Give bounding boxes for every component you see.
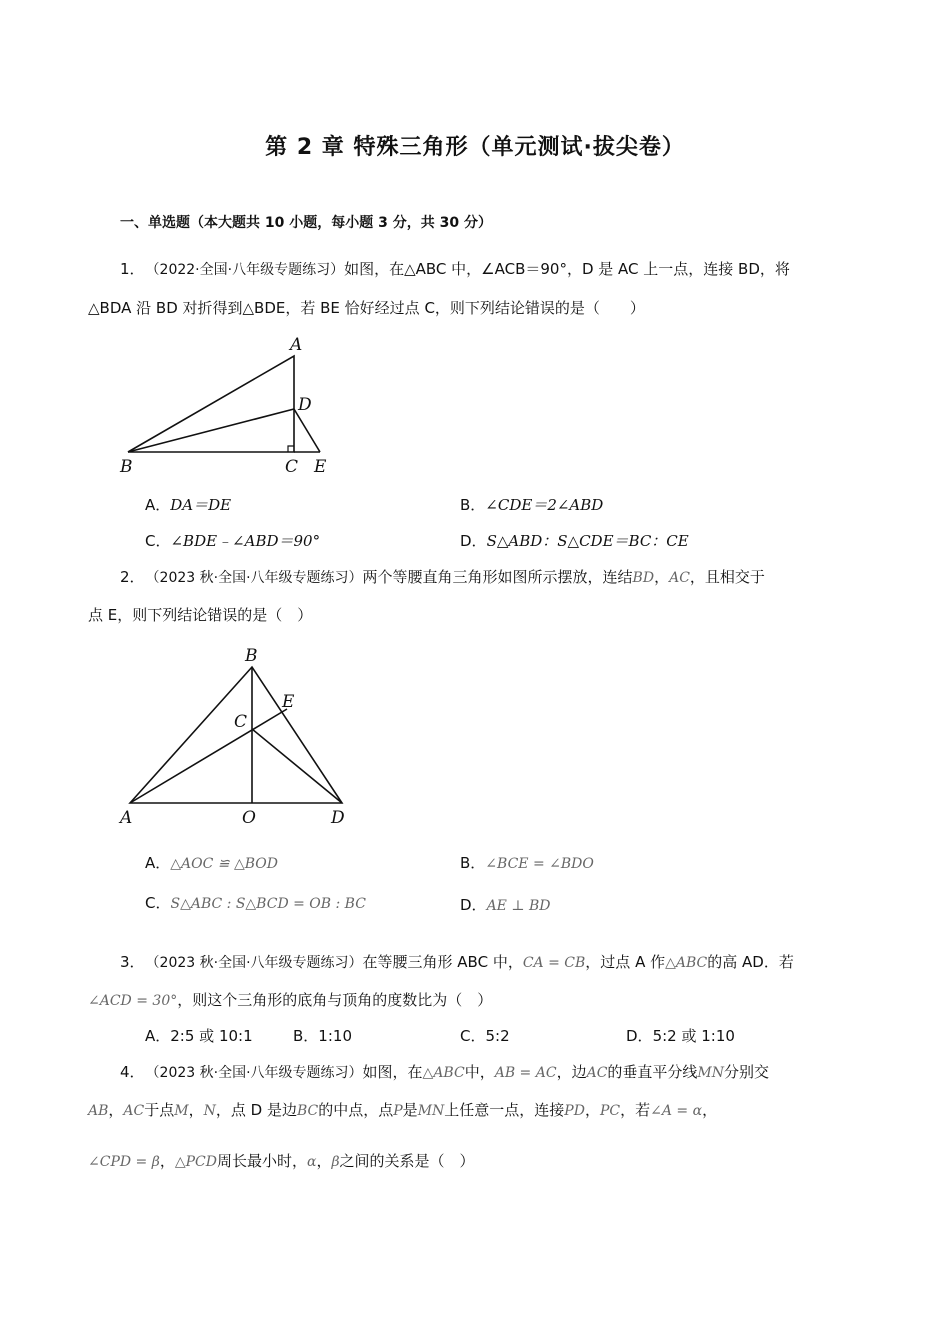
q3-option-d[interactable] bbox=[626, 1025, 735, 1046]
q4-t6: ， bbox=[108, 1101, 124, 1119]
q2-text-1: 两个等腰直角三角形如图所示摆放，连结 bbox=[362, 568, 633, 586]
q2-label-o: O bbox=[242, 808, 256, 828]
q4-t3: ，边 bbox=[556, 1063, 587, 1081]
q4-m13: PC bbox=[599, 1103, 621, 1119]
q4-m8: N bbox=[203, 1103, 216, 1119]
q4-line1 bbox=[120, 1061, 769, 1082]
q2-outer-triangle bbox=[130, 667, 342, 803]
q1-option-d-key: D． bbox=[460, 532, 487, 550]
q4-m11: MN bbox=[417, 1103, 445, 1119]
q3-text-1a: 在等腰三角形 ABC 中， bbox=[362, 953, 523, 971]
q1-option-d-text: S△ABD：S△CDE＝BC：CE bbox=[486, 532, 689, 550]
q4-t17: 周长最小时， bbox=[216, 1152, 307, 1170]
q2-number: 2． bbox=[120, 568, 145, 586]
q2-option-d-key: D． bbox=[460, 896, 487, 914]
q2-figure bbox=[110, 645, 370, 835]
q1-number: 1． bbox=[120, 260, 145, 278]
q4-t18: ， bbox=[316, 1152, 332, 1170]
q1-label-c: C bbox=[285, 457, 299, 477]
q4-m10: P bbox=[393, 1103, 403, 1119]
q3-option-d-text: 5:2 或 1:10 bbox=[652, 1027, 735, 1045]
q2-label-d: D bbox=[331, 808, 345, 828]
q2-line1 bbox=[120, 566, 765, 587]
q1-option-d[interactable] bbox=[460, 530, 689, 551]
q3-text-1b: ，过点 A 作 bbox=[585, 953, 666, 971]
q3-source: （2023 秋·全国·八年级专题练习） bbox=[152, 955, 363, 971]
q1-text-1: 如图，在△ABC 中，∠ACB＝90°，D 是 AC 上一点，连接 BD，将 bbox=[344, 260, 790, 278]
q4-m14: ∠A = α bbox=[650, 1103, 703, 1119]
q4-m5: AB bbox=[88, 1103, 109, 1119]
q2-option-c-text: S△ABC : S△BCD = OB : BC bbox=[170, 896, 366, 912]
q2-label-b: B bbox=[245, 646, 258, 666]
q4-m15: ∠CPD = β bbox=[88, 1154, 160, 1170]
q3-option-a[interactable] bbox=[145, 1025, 253, 1046]
q3-option-b[interactable] bbox=[293, 1025, 352, 1046]
q1-option-c-key: C． bbox=[145, 532, 171, 550]
q1-line2: △BDA 沿 BD 对折得到△BDE，若 BE 恰好经过点 C，则下列结论错误的是（ ） bbox=[88, 299, 645, 317]
q2-sep: ， bbox=[654, 568, 670, 586]
q4-m18: β bbox=[331, 1154, 340, 1170]
q4-number: 4． bbox=[120, 1063, 145, 1081]
q2-label-c: C bbox=[234, 712, 248, 732]
q3-option-a-text: 2:5 或 10:1 bbox=[170, 1027, 253, 1045]
q3-math-angle-acd: ∠ACD = 30° bbox=[88, 993, 178, 1009]
q4-m1: △ABC bbox=[422, 1065, 465, 1081]
q1-figure bbox=[110, 330, 350, 480]
q3-line1 bbox=[120, 951, 794, 972]
q3-text-1c: 的高 AD．若 bbox=[707, 953, 794, 971]
q4-t14: ，若 bbox=[620, 1101, 651, 1119]
q1-source: （2022·全国·八年级专题练习） bbox=[152, 262, 345, 278]
q1-option-a[interactable] bbox=[145, 494, 231, 515]
q2-option-a[interactable] bbox=[145, 852, 278, 873]
q1-segment-de bbox=[294, 409, 320, 452]
q4-t16: ， bbox=[159, 1152, 175, 1170]
q4-t12: 上任意一点，连接 bbox=[444, 1101, 565, 1119]
q1-triangle bbox=[128, 356, 294, 452]
q4-t7: 于点 bbox=[144, 1101, 175, 1119]
q4-m9: BC bbox=[296, 1103, 319, 1119]
q1-right-angle-mark bbox=[288, 446, 294, 452]
q4-m7: M bbox=[174, 1103, 189, 1119]
q4-t1: 如图，在 bbox=[362, 1063, 423, 1081]
q2-math-ac: AC bbox=[669, 570, 690, 586]
q1-option-c-text: ∠BDE﹣∠ABD＝90° bbox=[170, 532, 321, 550]
q3-option-a-key: A． bbox=[145, 1027, 171, 1045]
q3-option-b-key: B． bbox=[293, 1027, 319, 1045]
q3-text-2: ，则这个三角形的底角与顶角的度数比为（ ） bbox=[177, 991, 493, 1009]
q2-label-a: A bbox=[120, 808, 133, 828]
q1-label-d: D bbox=[298, 395, 312, 415]
q2-label-e: E bbox=[282, 692, 295, 712]
q4-t9: ，点 D 是边 bbox=[215, 1101, 297, 1119]
q1-line1 bbox=[120, 258, 790, 279]
q4-t19: 之间的关系是（ ） bbox=[339, 1152, 475, 1170]
q1-label-e: E bbox=[314, 457, 327, 477]
q4-t2: 中， bbox=[464, 1063, 495, 1081]
q3-option-c-text: 5:2 bbox=[485, 1027, 510, 1045]
q1-option-b[interactable] bbox=[460, 494, 603, 515]
q2-option-b-key: B． bbox=[460, 854, 486, 872]
q2-math-bd: BD bbox=[632, 570, 655, 586]
q4-m6: AC bbox=[123, 1103, 145, 1119]
q2-line2: 点 E，则下列结论错误的是（ ） bbox=[88, 606, 313, 624]
q4-line2 bbox=[88, 1099, 717, 1120]
q2-option-a-key: A． bbox=[145, 854, 171, 872]
q4-t4: 的垂直平分线 bbox=[607, 1063, 698, 1081]
q2-source: （2023 秋·全国·八年级专题练习） bbox=[152, 570, 363, 586]
q2-option-b[interactable] bbox=[460, 852, 594, 873]
q1-segment-bd bbox=[128, 409, 294, 452]
q1-option-b-text: ∠CDE＝2∠ABD bbox=[485, 496, 604, 514]
q3-option-c-key: C． bbox=[460, 1027, 486, 1045]
q4-t5: 分别交 bbox=[724, 1063, 770, 1081]
q3-option-b-text: 1:10 bbox=[318, 1027, 352, 1045]
q2-text-1b: ，且相交于 bbox=[689, 568, 765, 586]
q4-m4: MN bbox=[697, 1065, 725, 1081]
page-title: 第 2 章 特殊三角形（单元测试·拔尖卷） bbox=[265, 135, 685, 160]
q2-option-d-text: AE ⊥ BD bbox=[486, 898, 551, 914]
q3-math-triangle-abc: △ABC bbox=[665, 955, 708, 971]
q4-m16: △PCD bbox=[174, 1154, 217, 1170]
q2-option-b-text: ∠BCE = ∠BDO bbox=[485, 856, 594, 872]
q1-option-b-key: B． bbox=[460, 496, 486, 514]
q4-m3: AC bbox=[586, 1065, 608, 1081]
q1-option-c[interactable] bbox=[145, 530, 320, 551]
q3-line2 bbox=[88, 989, 492, 1010]
q4-t13: ， bbox=[584, 1101, 600, 1119]
q3-math-ca-cb: CA = CB bbox=[522, 955, 586, 971]
q2-segment-cd bbox=[252, 729, 342, 803]
q4-m2: AB = AC bbox=[494, 1065, 557, 1081]
q3-option-c[interactable] bbox=[460, 1025, 510, 1046]
q4-t8: ， bbox=[188, 1101, 204, 1119]
q2-option-c[interactable] bbox=[145, 892, 366, 913]
q4-t15: ， bbox=[702, 1101, 718, 1119]
q4-line3 bbox=[88, 1150, 475, 1171]
q2-option-c-key: C． bbox=[145, 894, 171, 912]
q4-source: （2023 秋·全国·八年级专题练习） bbox=[152, 1065, 363, 1081]
q2-option-d[interactable] bbox=[460, 894, 550, 915]
q3-option-d-key: D． bbox=[626, 1027, 653, 1045]
q4-t10: 的中点，点 bbox=[318, 1101, 394, 1119]
q1-option-a-key: A． bbox=[145, 496, 171, 514]
q1-label-b: B bbox=[120, 457, 133, 477]
q2-segment-ae bbox=[130, 709, 287, 803]
q2-option-a-text: △AOC ≌ △BOD bbox=[170, 856, 278, 872]
q3-number: 3． bbox=[120, 953, 145, 971]
q4-m12: PD bbox=[564, 1103, 585, 1119]
q4-t11: 是 bbox=[402, 1101, 418, 1119]
section-heading: 一、单选题（本大题共 10 小题，每小题 3 分，共 30 分） bbox=[120, 215, 492, 231]
q4-m17: α bbox=[306, 1154, 317, 1170]
q1-label-a: A bbox=[290, 335, 303, 355]
q1-option-a-text: DA＝DE bbox=[170, 496, 232, 514]
